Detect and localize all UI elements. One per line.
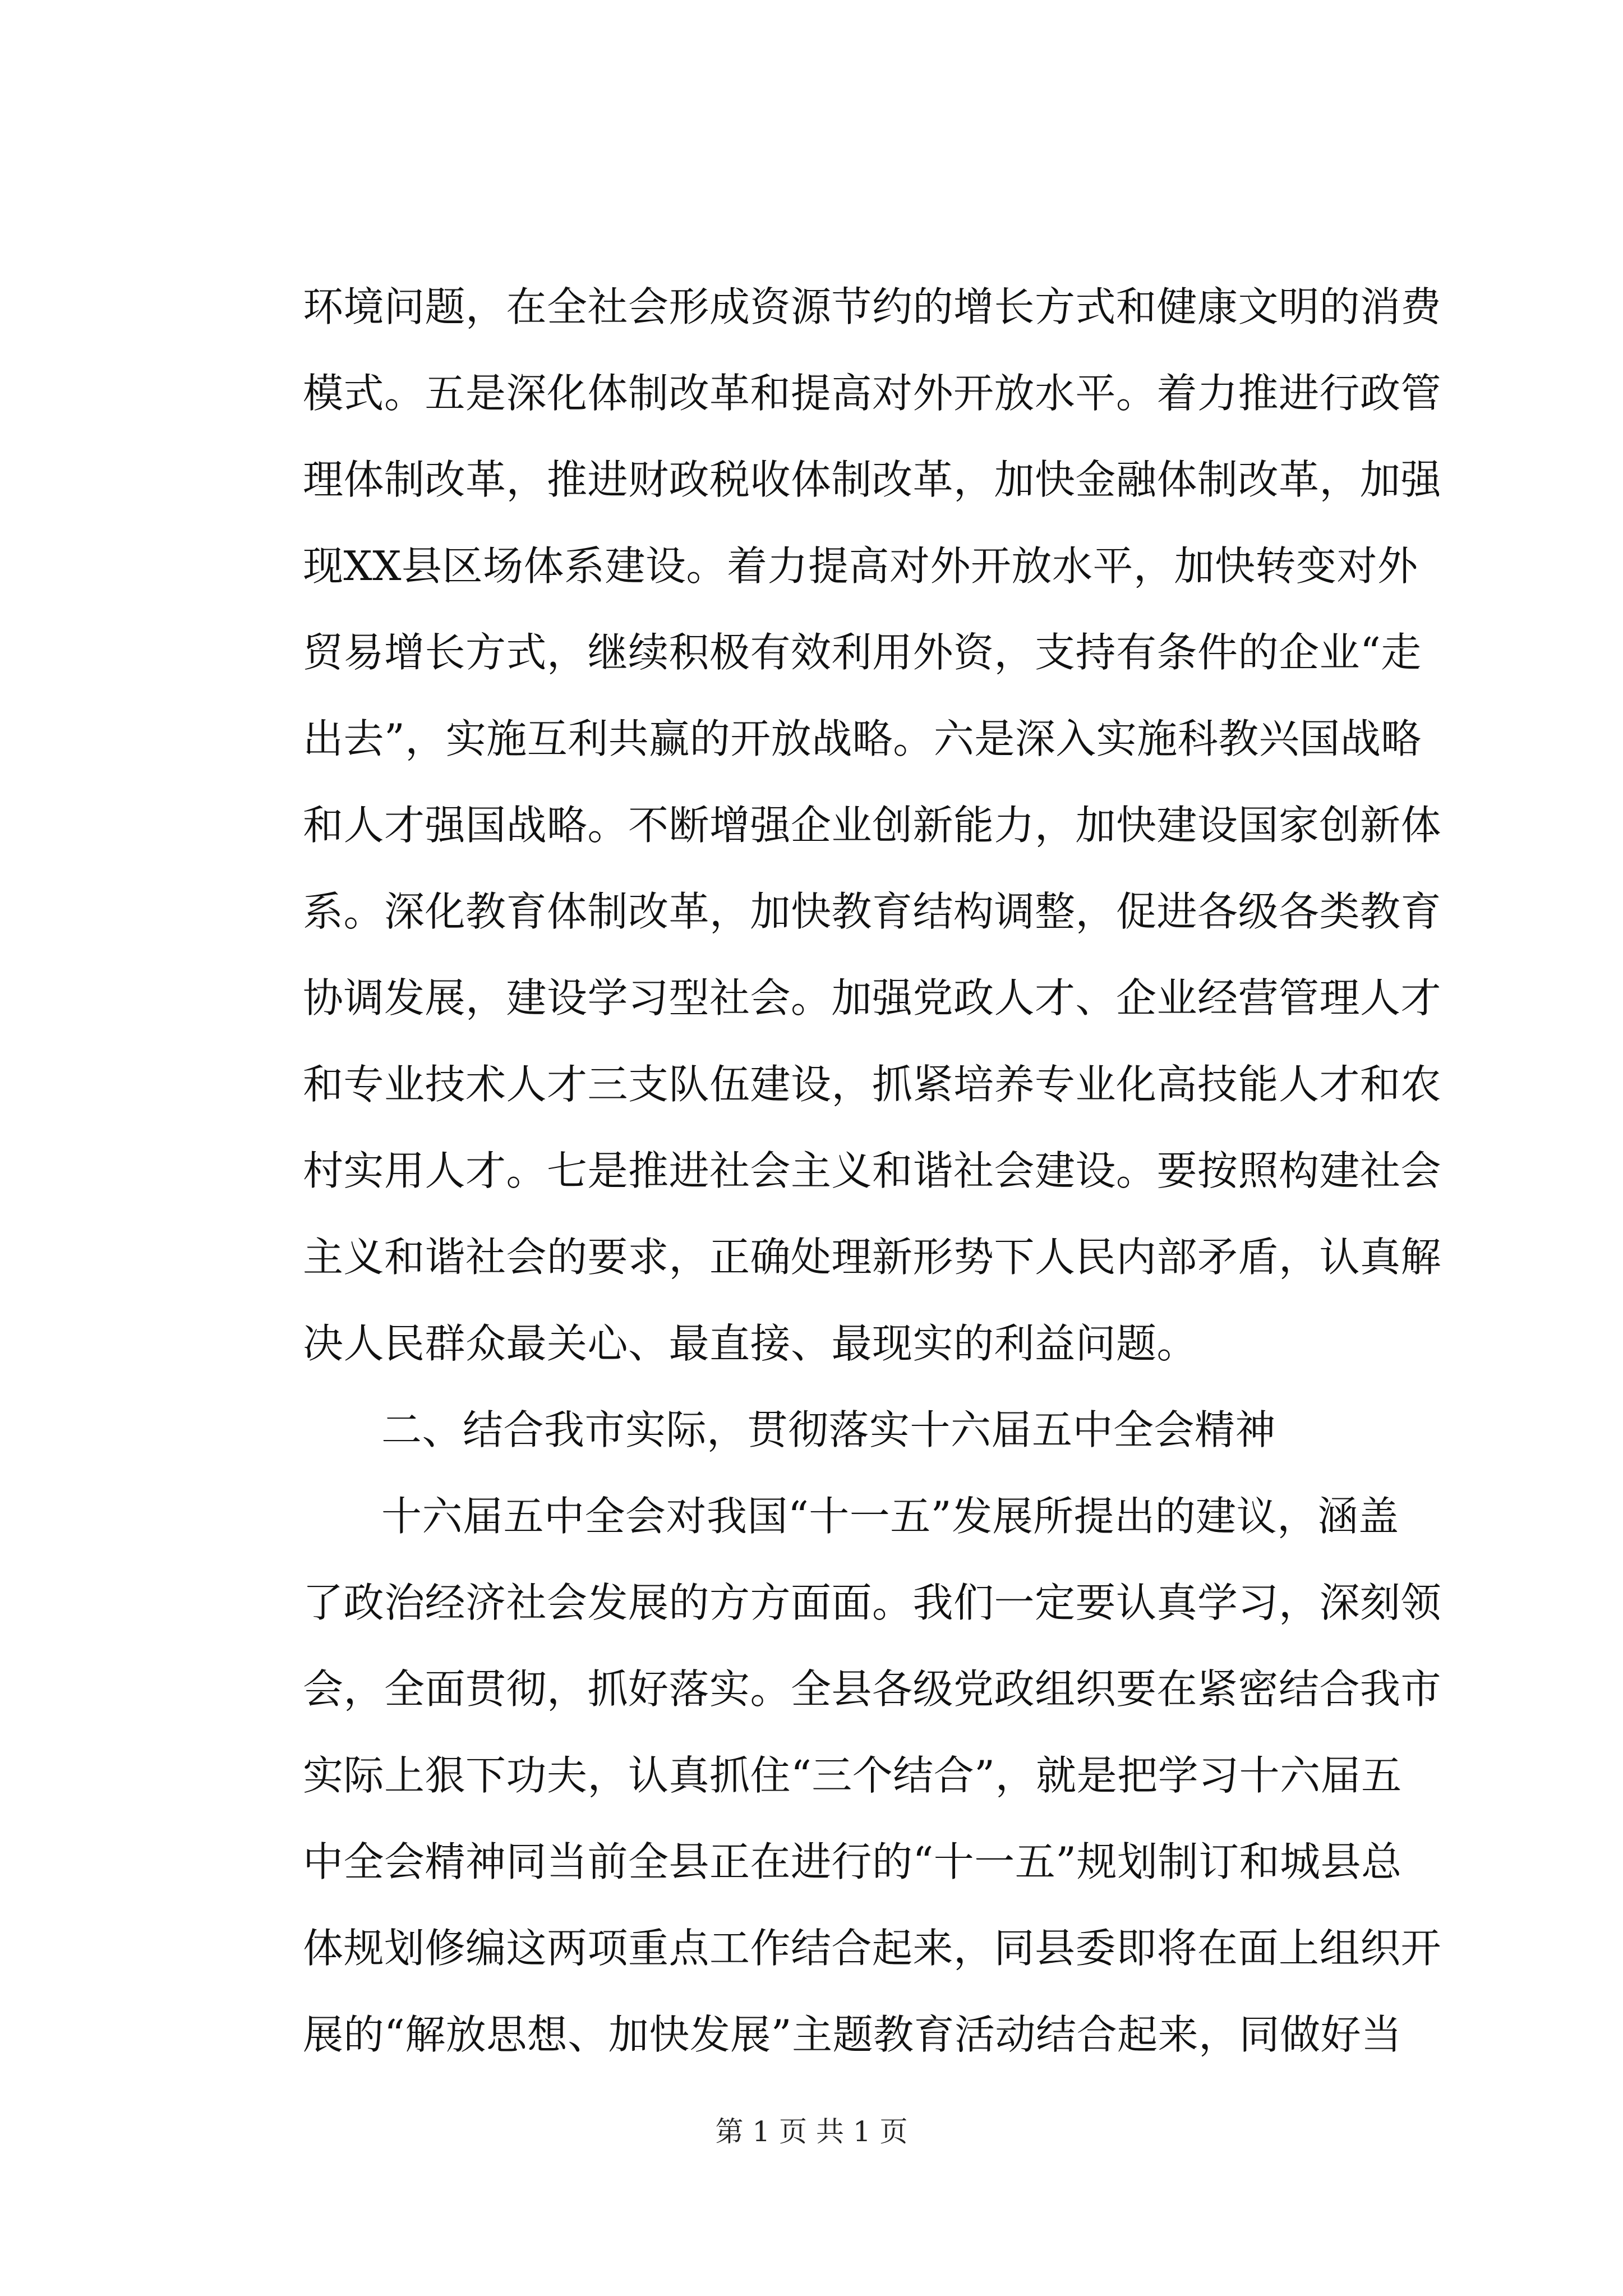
text-line: 主义和谐社会的要求，正确处理新形势下人民内部矛盾，认真解 xyxy=(303,1234,1442,1281)
document-body xyxy=(303,264,1442,2078)
text-line: 会，全面贯彻，抓好落实。全县各级党政组织要在紧密结合我市 xyxy=(303,1665,1442,1713)
section-heading: 二、结合我市实际，贯彻落实十六届五中全会精神 xyxy=(381,1406,1276,1453)
text-line: 贸易增长方式，继续积极有效利用外资，支持有条件的企业“走 xyxy=(303,629,1422,676)
text-line: 村实用人才。七是推进社会主义和谐社会建设。要按照构建社会 xyxy=(303,1147,1442,1194)
text-line: 出去”，实施互利共赢的开放战略。六是深入实施科教兴国战略 xyxy=(303,715,1422,762)
text-line: 和人才强国战略。不断增强企业创新能力，加快建设国家创新体 xyxy=(303,802,1442,849)
text-line: 环境问题，在全社会形成资源节约的增长方式和健康文明的消费 xyxy=(303,283,1442,330)
text-line: 决人民群众最关心、最直接、最现实的利益问题。 xyxy=(303,1320,1198,1367)
text-line: 中全会精神同当前全县正在进行的“十一五”规划制订和城县总 xyxy=(303,1838,1402,1885)
text-line: 体规划修编这两项重点工作结合起来，同县委即将在面上组织开 xyxy=(303,1925,1442,1972)
text-line: 模式。五是深化体制改革和提高对外开放水平。着力推进行政管 xyxy=(303,370,1442,417)
text-line: 现XX县区场体系建设。着力提高对外开放水平，加快转变对外 xyxy=(303,542,1418,590)
text-line: 系。深化教育体制改革，加快教育结构调整，促进各级各类教育 xyxy=(303,888,1442,935)
text-line: 理体制改革，推进财政税收体制改革，加快金融体制改革，加强 xyxy=(303,456,1442,503)
text-line: 和专业技术人才三支队伍建设，抓紧培养专业化高技能人才和农 xyxy=(303,1061,1442,1108)
text-line: 展的“解放思想、加快发展”主题教育活动结合起来，同做好当 xyxy=(303,2011,1402,2058)
text-line: 协调发展，建设学习型社会。加强党政人才、企业经营管理人才 xyxy=(303,974,1442,1022)
text-line: 实际上狠下功夫，认真抓住“三个结合”，就是把学习十六届五 xyxy=(303,1752,1402,1799)
text-line: 十六届五中全会对我国“十一五”发展所提出的建议，涵盖 xyxy=(381,1493,1399,1540)
text-line: 了政治经济社会发展的方方面面。我们一定要认真学习，深刻领 xyxy=(303,1579,1442,1626)
page-number-footer: 第 1 页 共 1 页 xyxy=(715,2115,908,2148)
